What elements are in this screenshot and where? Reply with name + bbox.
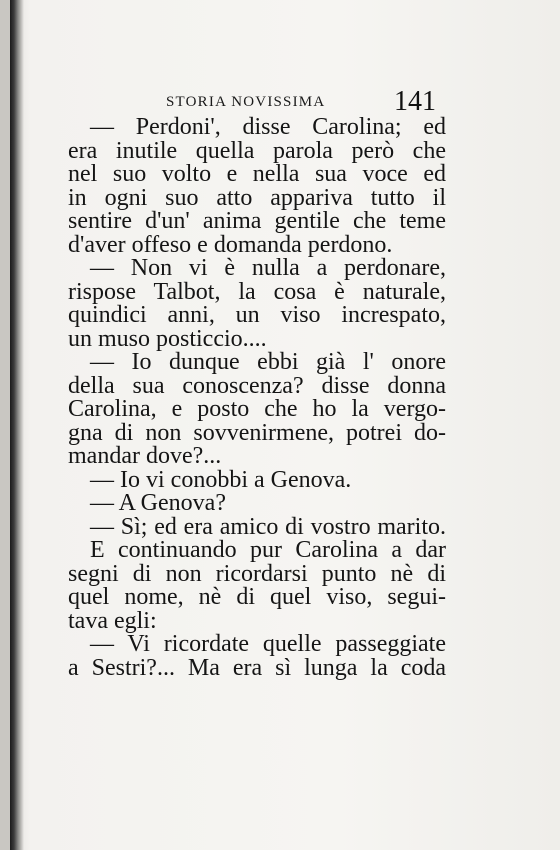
text-line: segni di non ricordarsi punto nè di [68,560,446,587]
text-line: quindici anni, un viso increspato, [68,302,446,328]
text-line: — Perdoni', disse Carolina; ed [90,114,446,140]
text-line: era inutile quella parola però che [68,137,446,164]
text-line: in ogni suo atto appariva tutto il [68,184,446,211]
text-line: nel suo volto e nella sua voce ed [68,161,446,187]
book-spine [10,0,24,850]
text-line: — Io vi conobbi a Genova. [90,466,352,493]
text-line: — A Genova? [90,490,226,516]
text-line: della sua conoscenza? disse donna [68,372,446,399]
text-line: mandar dove?... [68,443,222,469]
body-text [68,116,446,680]
text-line: E continuando pur Carolina a dar [90,537,446,563]
text-line: d'aver offeso e domanda perdono. [68,231,393,258]
text-line: gna di non sovvenirmene, potrei do- [68,419,446,446]
text-line: — Sì; ed era amico di vostro marito. [90,513,446,540]
text-line: Carolina, e posto che ho la vergo- [68,396,446,422]
text-line: a Sestri?... Ma era sì lunga la coda [68,654,446,681]
text-line: rispose Talbot, la cosa è naturale, [68,278,446,305]
text-line: sentire d'un' anima gentile che teme [68,208,446,234]
text-line: un muso posticcio.... [68,325,267,352]
text-line: quel nome, nè di quel viso, segui- [68,584,446,610]
text-line: — Io dunque ebbi già l' onore [90,349,446,375]
text-line: — Non vi è nulla a perdonare, [90,255,446,281]
running-head: STORIA NOVISSIMA [166,94,326,110]
text-line: tava egli: [68,607,157,634]
text-line: — Vi ricordate quelle passeggiate [90,631,446,657]
page-number: 141 [394,86,436,117]
